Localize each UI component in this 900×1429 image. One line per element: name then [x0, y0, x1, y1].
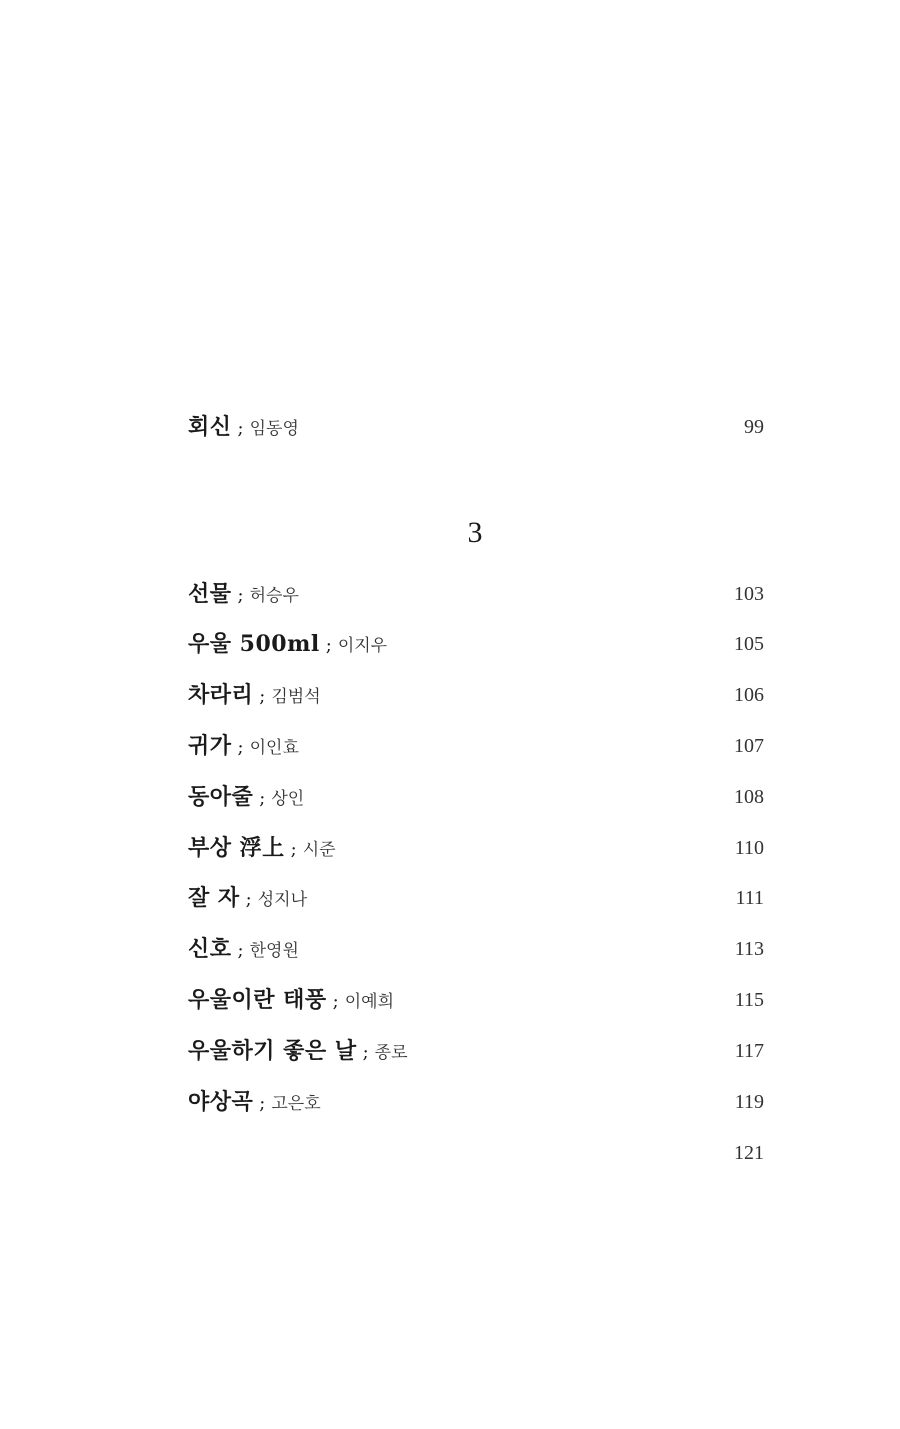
entry-title: 잘 자 — [188, 885, 240, 911]
toc-entry[interactable] — [188, 731, 764, 761]
entry-title: 우울이란 태풍 — [188, 987, 327, 1013]
entry-title: 신호 — [188, 936, 232, 962]
entry-author: 성지나 — [257, 890, 308, 910]
entry-page-number: 108 — [734, 786, 764, 808]
entry-separator: ; — [259, 1093, 266, 1114]
entry-title: 야상곡 — [188, 1089, 254, 1115]
entry-title: 우울하기 좋은 날 — [188, 1038, 357, 1064]
entry-author: 이인효 — [249, 738, 299, 758]
entry-page-number: 115 — [734, 989, 764, 1011]
entry-separator: ; — [290, 839, 297, 860]
toc-entry[interactable] — [188, 629, 764, 659]
entry-page-number: 111 — [735, 887, 764, 909]
entry-page-number: 113 — [734, 938, 764, 960]
toc-entry[interactable] — [188, 934, 764, 964]
entry-author: 김범석 — [271, 687, 321, 707]
entry-separator: ; — [245, 889, 252, 910]
entry-page-number: 106 — [734, 684, 764, 706]
section-number: 3 — [467, 516, 483, 549]
entry-separator: ; — [332, 991, 339, 1012]
entry-author: 시준 — [302, 840, 336, 860]
toc-entry[interactable] — [188, 412, 764, 442]
entry-separator: ; — [259, 686, 266, 707]
toc-entry[interactable] — [188, 1087, 764, 1117]
toc-entry[interactable] — [188, 833, 764, 863]
entry-title: 차라리 — [188, 682, 254, 708]
entry-author: 고은호 — [271, 1094, 321, 1114]
toc-entry[interactable] — [188, 883, 764, 913]
entry-title: 우울 500ml — [188, 631, 320, 657]
entry-separator: ; — [237, 940, 244, 961]
toc-entry[interactable] — [188, 680, 764, 710]
entry-page-number: 105 — [734, 633, 764, 655]
entry-page-number: 107 — [734, 735, 764, 757]
entry-author: 임동영 — [249, 419, 299, 439]
entry-separator: ; — [237, 585, 244, 606]
entry-page-number: 119 — [734, 1091, 764, 1113]
entry-separator: ; — [259, 788, 266, 809]
entry-separator: ; — [362, 1042, 369, 1063]
entry-author: 상인 — [271, 789, 305, 809]
entry-page-number: 110 — [734, 837, 764, 859]
toc-entry[interactable] — [188, 1036, 764, 1066]
entry-title: 귀가 — [188, 733, 232, 759]
entry-title: 동아줄 — [188, 784, 254, 810]
entry-title: 회신 — [188, 414, 232, 440]
entry-page-number: 103 — [734, 583, 764, 605]
toc-entry[interactable] — [188, 782, 764, 812]
entry-page-number: 121 — [734, 1142, 764, 1164]
toc-entry[interactable] — [188, 985, 764, 1015]
entry-author: 이예희 — [344, 992, 395, 1012]
entry-page-number: 117 — [734, 1040, 764, 1062]
entry-title: 부상 浮上 — [188, 835, 285, 861]
entry-separator: ; — [237, 418, 244, 439]
entry-author: 이지우 — [337, 636, 388, 656]
entry-title: 선물 — [188, 581, 232, 607]
entry-author: 허승우 — [249, 586, 299, 606]
entry-separator: ; — [325, 635, 332, 656]
entry-author: 한영원 — [249, 941, 299, 961]
entry-author: 종로 — [374, 1043, 408, 1063]
entry-separator: ; — [237, 737, 244, 758]
toc-trailing-entry[interactable] — [188, 1138, 764, 1168]
entry-page-number: 99 — [744, 416, 764, 438]
toc-entry[interactable] — [188, 579, 764, 609]
